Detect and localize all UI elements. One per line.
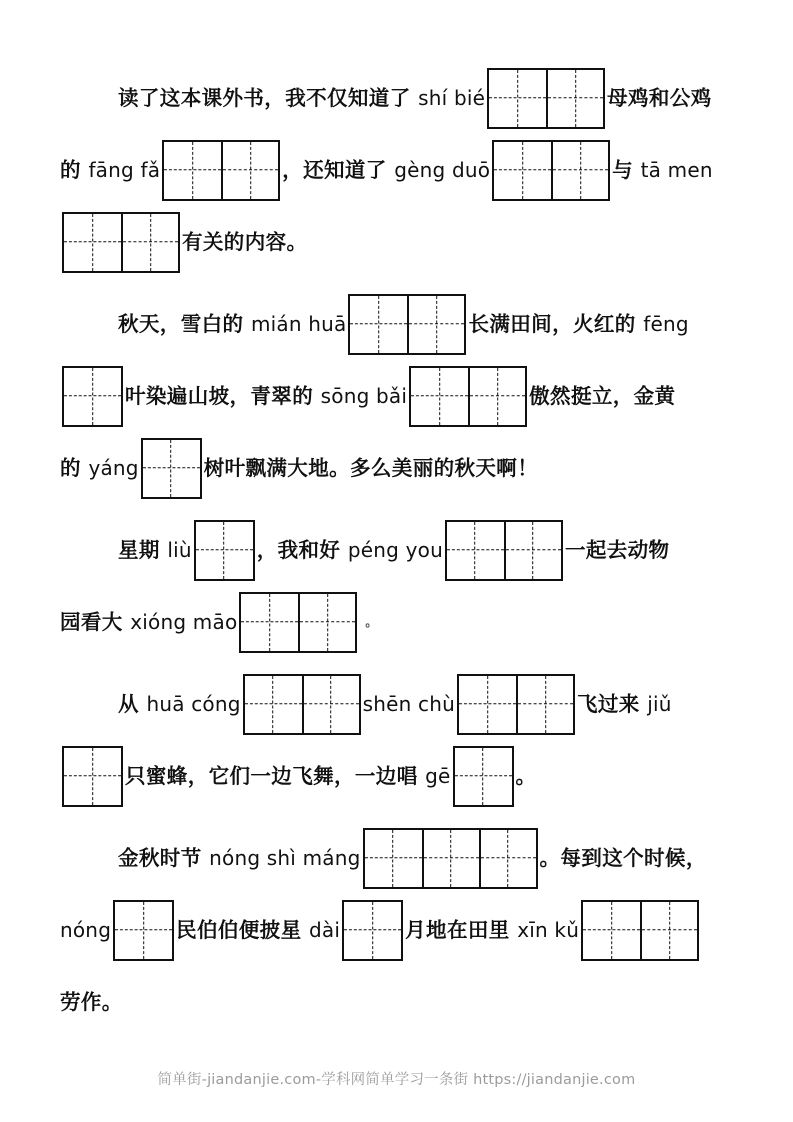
- answer-grid-box[interactable]: [62, 366, 123, 427]
- text-line: [60, 360, 740, 432]
- grid-cell[interactable]: [504, 522, 561, 579]
- pinyin-text: tā men: [640, 158, 713, 182]
- hanzi-text: 。: [515, 763, 537, 788]
- answer-grid-box[interactable]: [409, 366, 527, 427]
- pinyin-text: xīn kǔ: [517, 918, 580, 942]
- hanzi-text: 金秋时节: [118, 845, 210, 870]
- answer-grid-box[interactable]: [62, 212, 180, 273]
- text-line: [60, 62, 740, 134]
- worksheet-content: [60, 62, 740, 1048]
- pinyin-text: jiǔ: [647, 692, 672, 716]
- pinyin-text: liù: [167, 538, 192, 562]
- grid-cell[interactable]: [489, 70, 546, 127]
- hanzi-text: 月地在田里: [405, 917, 518, 942]
- hanzi-text: 。每到这个时候，: [539, 845, 707, 870]
- paragraph: [60, 822, 740, 1038]
- grid-cell[interactable]: [365, 830, 422, 887]
- grid-cell[interactable]: [516, 676, 573, 733]
- text-line: [60, 586, 740, 658]
- grid-cell[interactable]: [196, 522, 253, 579]
- hanzi-text: 星期: [118, 537, 168, 562]
- grid-cell[interactable]: [583, 902, 640, 959]
- grid-cell[interactable]: [121, 214, 178, 271]
- hanzi-text: 的: [60, 157, 89, 182]
- answer-grid-box[interactable]: [581, 900, 699, 961]
- answer-grid-box[interactable]: [141, 438, 202, 499]
- answer-grid-box[interactable]: [243, 674, 361, 735]
- answer-grid-box[interactable]: [363, 828, 538, 889]
- page-footer: 简单街-jiandanjie.com-学科网简单学习一条街 https://jiandanjie.com: [157, 1072, 636, 1088]
- grid-cell[interactable]: [164, 142, 221, 199]
- period-mark: 。: [365, 615, 378, 629]
- grid-cell[interactable]: [468, 368, 525, 425]
- paragraph: [60, 668, 740, 812]
- hanzi-text: 从: [118, 691, 147, 716]
- pinyin-text: yáng: [88, 456, 139, 480]
- answer-grid-box[interactable]: [457, 674, 575, 735]
- grid-cell[interactable]: [640, 902, 697, 959]
- answer-grid-box[interactable]: [194, 520, 255, 581]
- pinyin-text: shí bié: [418, 86, 486, 110]
- hanzi-text: 有关的内容。: [182, 229, 308, 254]
- pinyin-text: nóng: [60, 918, 112, 942]
- grid-cell[interactable]: [455, 748, 512, 805]
- answer-grid-box[interactable]: [348, 294, 466, 355]
- pinyin-text: fēng: [643, 312, 689, 336]
- answer-grid-box[interactable]: [342, 900, 403, 961]
- grid-cell[interactable]: [298, 594, 355, 651]
- hanzi-text: 与: [612, 157, 641, 182]
- pinyin-text: dài: [309, 918, 341, 942]
- text-line: [60, 288, 740, 360]
- grid-cell[interactable]: [302, 676, 359, 733]
- pinyin-text: mián huā: [250, 312, 347, 336]
- grid-cell[interactable]: [344, 902, 401, 959]
- hanzi-text: 的: [60, 455, 89, 480]
- pinyin-text: nóng shì máng: [209, 846, 361, 870]
- grid-cell[interactable]: [245, 676, 302, 733]
- hanzi-text: 一起去动物: [564, 537, 670, 562]
- grid-cell[interactable]: [64, 214, 121, 271]
- hanzi-text: 傲然挺立，金黄: [529, 383, 676, 408]
- pinyin-text: gē: [425, 764, 451, 788]
- pinyin-text: gèng duō: [394, 158, 491, 182]
- answer-grid-box[interactable]: [492, 140, 610, 201]
- grid-cell[interactable]: [64, 368, 121, 425]
- grid-cell[interactable]: [479, 830, 536, 887]
- text-line: [60, 514, 740, 586]
- grid-cell[interactable]: [64, 748, 121, 805]
- paragraph: [60, 514, 740, 658]
- hanzi-text: 读了这本课外书，我不仅知道了: [118, 85, 419, 110]
- hanzi-text: 秋天，雪白的: [118, 311, 251, 336]
- answer-grid-box[interactable]: [445, 520, 563, 581]
- answer-grid-box[interactable]: [113, 900, 174, 961]
- text-line: [60, 894, 740, 966]
- hanzi-text: ，还知道了: [282, 157, 395, 182]
- paragraph: [60, 62, 740, 278]
- grid-cell[interactable]: [350, 296, 407, 353]
- text-line: [60, 966, 740, 1038]
- grid-cell[interactable]: [407, 296, 464, 353]
- pinyin-text: xióng māo: [130, 610, 238, 634]
- hanzi-text: 劳作。: [60, 989, 123, 1014]
- hanzi-text: ，我和好: [256, 537, 348, 562]
- hanzi-text: 长满田间，火红的: [468, 311, 644, 336]
- answer-grid-box[interactable]: [162, 140, 280, 201]
- grid-cell[interactable]: [422, 830, 479, 887]
- answer-grid-box[interactable]: [62, 746, 123, 807]
- text-line: [60, 134, 740, 206]
- hanzi-text: 只蜜蜂，它们一边飞舞，一边唱: [125, 763, 426, 788]
- grid-cell[interactable]: [546, 70, 603, 127]
- pinyin-text: péng you: [347, 538, 443, 562]
- text-line: [60, 432, 740, 504]
- answer-grid-box[interactable]: [453, 746, 514, 807]
- grid-cell[interactable]: [143, 440, 200, 497]
- pinyin-text: sōng bǎi: [320, 384, 408, 408]
- grid-cell[interactable]: [115, 902, 172, 959]
- text-line: [60, 740, 740, 812]
- hanzi-text: 母鸡和公鸡: [607, 85, 712, 110]
- grid-cell[interactable]: [459, 676, 516, 733]
- hanzi-text: 叶染遍山坡，青翠的: [125, 383, 321, 408]
- answer-grid-box[interactable]: [239, 592, 357, 653]
- pinyin-text: fāng fǎ: [88, 158, 161, 182]
- pinyin-text: shēn chù: [362, 692, 455, 716]
- grid-cell[interactable]: [411, 368, 468, 425]
- hanzi-text: 民伯伯便披星: [176, 917, 310, 942]
- grid-cell[interactable]: [551, 142, 608, 199]
- text-line: [60, 206, 740, 278]
- grid-cell[interactable]: [221, 142, 278, 199]
- grid-cell[interactable]: [241, 594, 298, 651]
- grid-cell[interactable]: [494, 142, 551, 199]
- hanzi-text: 树叶飘满大地。多么美丽的秋天啊！: [203, 455, 539, 480]
- paragraph: [60, 288, 740, 504]
- pinyin-text: huā cóng: [146, 692, 241, 716]
- hanzi-text: 飞过来: [577, 691, 648, 716]
- text-line: [60, 822, 740, 894]
- answer-grid-box[interactable]: [487, 68, 605, 129]
- text-line: [60, 668, 740, 740]
- hanzi-text: 园看大: [60, 609, 131, 634]
- grid-cell[interactable]: [447, 522, 504, 579]
